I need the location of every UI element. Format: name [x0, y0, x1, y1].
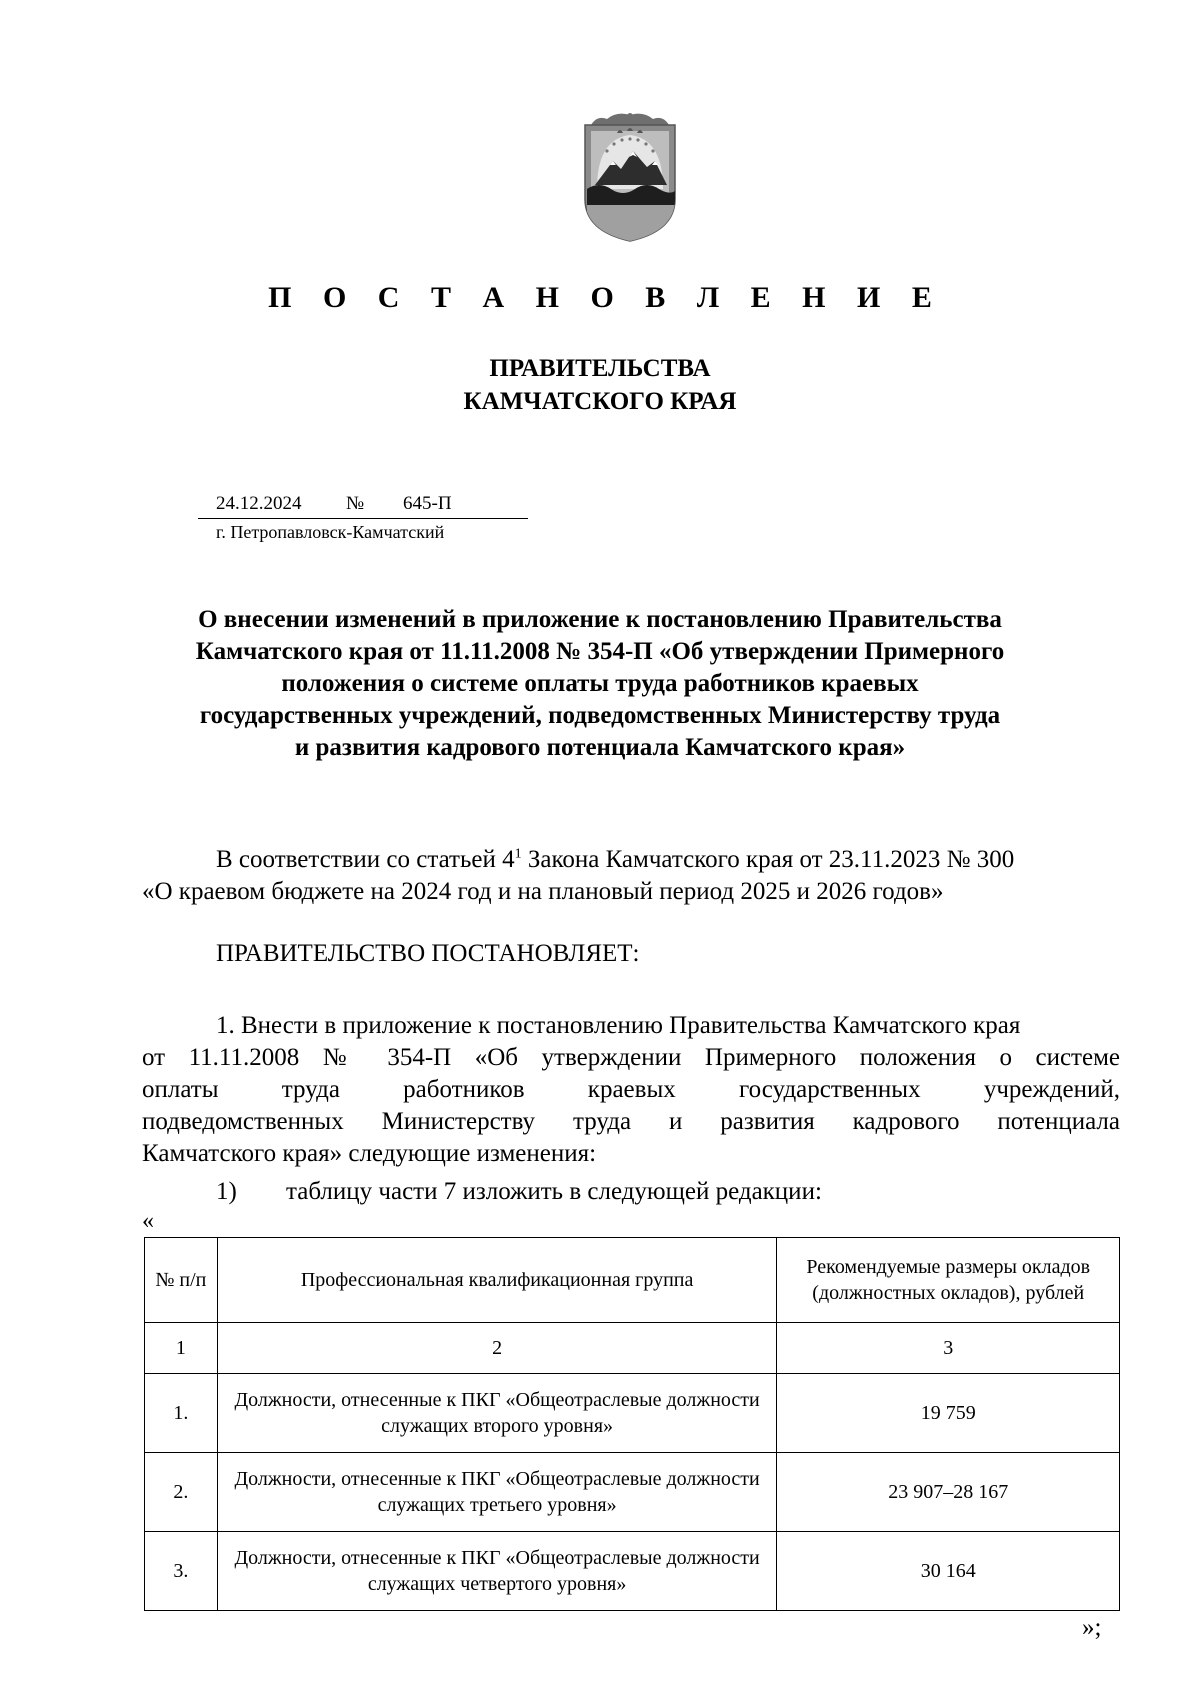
document-city: г. Петропавловск-Камчатский: [216, 522, 445, 542]
issuing-authority: [0, 352, 1200, 418]
row-number-cell: 2.: [145, 1453, 218, 1532]
header-cell-number: № п/п: [145, 1238, 218, 1323]
subject-line: государственных учреждений, подведомственных Министерству труда: [199, 702, 1001, 729]
article-superscript: 1: [514, 846, 522, 862]
column-number-cell: 3: [777, 1323, 1120, 1374]
header-cell-salary: Рекомендуемые размеры окладов (должностных окладов), рублей: [777, 1238, 1120, 1323]
table-column-numbers-row: [145, 1323, 1120, 1374]
preamble-paragraph: [142, 844, 1120, 908]
document-type-title: П О С Т А Н О В Л Е Н И Е: [268, 281, 944, 314]
subitem-number: 1): [216, 1178, 237, 1205]
row-group-cell: Должности, отнесенные к ПКГ «Общеотраслевые должности служащих третьего уровня»: [217, 1453, 777, 1532]
item-1-line: подведомственных Министерству труда и развития кадрового потенциала: [142, 1108, 1120, 1135]
closing-quote: »;: [1082, 1614, 1102, 1641]
document-number: 645-П: [403, 493, 452, 514]
column-number-cell: 2: [217, 1323, 777, 1374]
authority-line-2: КАМЧАТСКОГО КРАЯ: [463, 388, 737, 415]
preamble-line-1: [142, 844, 1120, 876]
subject-line: и развития кадрового потенциала Камчатского края»: [294, 734, 906, 761]
subject-line: Камчатского края от 11.11.2008 № 354-П «Об утверждении Примерного: [195, 638, 1005, 665]
table-header-row: [145, 1238, 1120, 1323]
subitem-text: таблицу части 7 изложить в следующей редакции:: [286, 1178, 822, 1205]
item-1-line: от 11.11.2008 № 354-П «Об утверждении Примерного положения о системе: [142, 1044, 1120, 1071]
row-salary-cell: 19 759: [777, 1374, 1120, 1453]
item-1-line: оплаты труда работников краевых государственных учреждений,: [142, 1076, 1120, 1103]
preamble-text: В соответствии со статьей 4: [216, 846, 515, 873]
subject-line: положения о системе оплаты труда работников краевых: [281, 670, 919, 697]
column-number-cell: 1: [145, 1323, 218, 1374]
row-number-cell: 3.: [145, 1532, 218, 1611]
number-sign: №: [346, 493, 365, 514]
authority-line-1: ПРАВИТЕЛЬСТВА: [489, 355, 711, 382]
preamble-text: Закона Камчатского края от 23.11.2023 № 300: [521, 846, 1015, 873]
opening-quote: «: [142, 1208, 154, 1234]
subitem-1: [216, 1178, 822, 1206]
coat-of-arms-emblem: [577, 111, 683, 244]
document-subject: [130, 604, 1070, 764]
row-salary-cell: 30 164: [777, 1532, 1120, 1611]
row-number-cell: 1.: [145, 1374, 218, 1453]
subject-line: О внесении изменений в приложение к постановлению Правительства: [198, 606, 1002, 633]
document-date: 24.12.2024: [216, 493, 302, 514]
table-row: [145, 1374, 1120, 1453]
item-1-paragraph: [142, 1010, 1120, 1170]
registration-line: [198, 490, 528, 519]
row-salary-cell: 23 907–28 167: [777, 1453, 1120, 1532]
header-cell-group: Профессиональная квалификационная группа: [217, 1238, 777, 1323]
decree-statement: ПРАВИТЕЛЬСТВО ПОСТАНОВЛЯЕТ:: [216, 940, 640, 967]
row-group-cell: Должности, отнесенные к ПКГ «Общеотраслевые должности служащих четвертого уровня»: [217, 1532, 777, 1611]
item-1-line: Камчатского края» следующие изменения:: [142, 1140, 597, 1167]
table-row: [145, 1453, 1120, 1532]
row-group-cell: Должности, отнесенные к ПКГ «Общеотраслевые должности служащих второго уровня»: [217, 1374, 777, 1453]
table-row: [145, 1532, 1120, 1611]
preamble-line-2: «О краевом бюджете на 2024 год и на плановый период 2025 и 2026 годов»: [142, 878, 944, 905]
salary-table: [144, 1237, 1120, 1611]
item-1-line: 1. Внести в приложение к постановлению Правительства Камчатского края: [216, 1012, 1021, 1039]
